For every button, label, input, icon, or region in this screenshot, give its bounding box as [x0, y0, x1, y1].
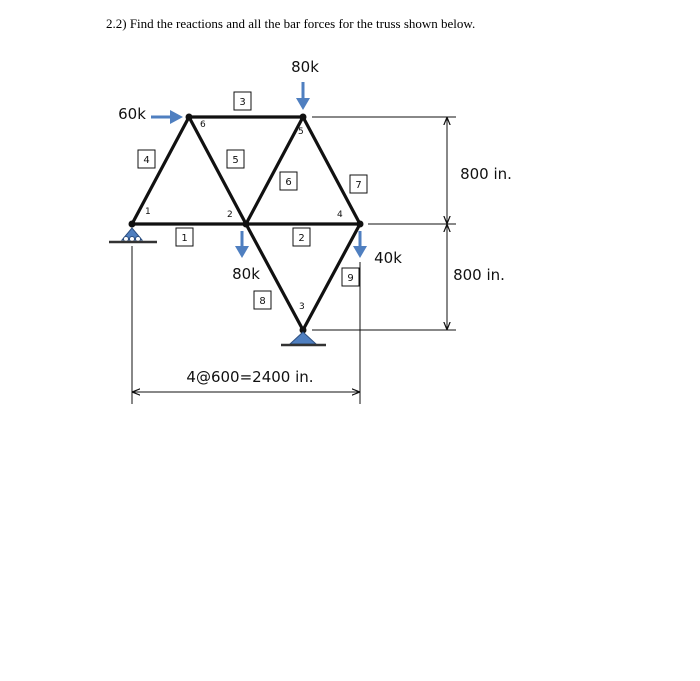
svg-text:9: 9 — [347, 273, 354, 284]
member-box — [254, 291, 271, 309]
node-number: 5 — [298, 127, 304, 137]
svg-text:8: 8 — [259, 296, 266, 307]
load-label-bottom-middle: 80k — [232, 265, 260, 283]
dimension-lines — [132, 117, 456, 404]
svg-text:5: 5 — [232, 155, 239, 166]
svg-text:4: 4 — [143, 155, 150, 166]
node-number: 6 — [200, 120, 206, 130]
member-diag-1 — [132, 117, 189, 224]
member-box — [176, 228, 193, 246]
load-label-horizontal: 60k — [118, 105, 146, 123]
load-arrow-down-icon — [235, 231, 249, 258]
member-diag-3 — [246, 117, 303, 224]
roller-support — [109, 228, 157, 242]
dim-label-upper-height: 800 in. — [460, 165, 512, 183]
node-number: 1 — [145, 207, 151, 217]
load-arrow-right-icon — [151, 110, 183, 124]
member-diag-4 — [303, 117, 360, 224]
svg-text:2: 2 — [298, 233, 305, 244]
node-numbers — [145, 120, 343, 312]
dim-label-span: 4@600=2400 in. — [186, 368, 314, 386]
node-number: 4 — [337, 210, 343, 220]
load-label-right: 40k — [374, 249, 402, 267]
joint — [243, 221, 250, 228]
member-box — [342, 268, 359, 286]
node-number: 3 — [299, 302, 305, 312]
svg-text:1: 1 — [181, 233, 188, 244]
member-box — [227, 150, 244, 168]
joint — [300, 114, 307, 121]
joint — [129, 221, 136, 228]
member-box — [138, 150, 155, 168]
dim-label-lower-height: 800 in. — [453, 266, 505, 284]
member-box — [234, 92, 251, 110]
pin-support — [281, 332, 326, 345]
load-arrow-down-icon — [296, 82, 310, 110]
joint — [357, 221, 364, 228]
svg-text:7: 7 — [355, 180, 362, 191]
load-label-top-right: 80k — [291, 58, 319, 76]
member-diag-2 — [189, 117, 246, 224]
joint — [186, 114, 193, 121]
member-box — [280, 172, 297, 190]
node-number: 2 — [227, 210, 233, 220]
member-box — [350, 175, 367, 193]
svg-text:3: 3 — [239, 97, 246, 108]
svg-text:6: 6 — [285, 177, 292, 188]
member-box — [293, 228, 310, 246]
question-text: 2.2) Find the reactions and all the bar forces for the truss shown below. — [106, 16, 476, 31]
